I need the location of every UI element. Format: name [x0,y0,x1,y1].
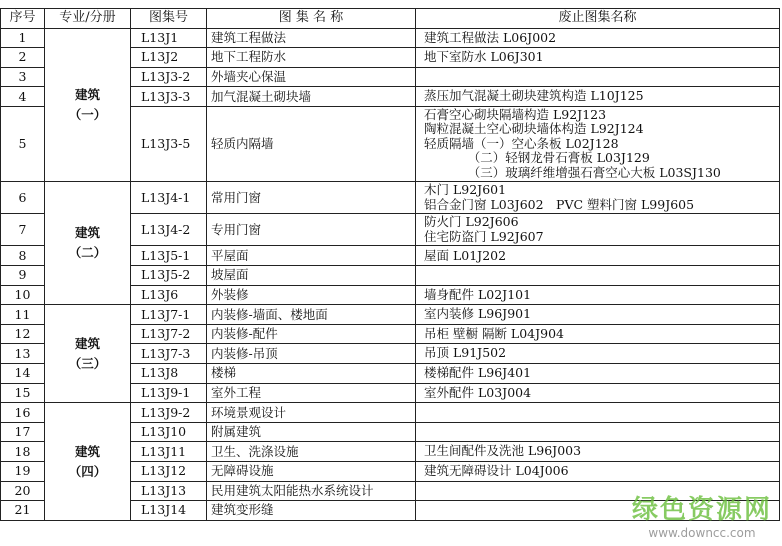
row-index: 3 [1,67,45,87]
obsolete-atlas [416,106,780,182]
watermark-title: 绿色资源网 [631,495,772,525]
atlas-name: 轻质内隔墙 [207,106,416,182]
atlas-name: 专用门窗 [207,214,416,246]
standards-table [0,8,780,521]
atlas-code: L13J9-1 [131,383,207,403]
atlas-code: L13J1 [131,28,207,48]
row-index: 6 [1,182,45,214]
atlas-code: L13J14 [131,501,207,521]
category-cell [45,28,131,182]
header-atlas-code: 图集号 [131,9,207,29]
obsolete-atlas-line: 吊柜 壁橱 隔断 L04J904 [424,325,564,341]
obsolete-atlas [416,87,780,107]
obsolete-atlas [416,28,780,48]
category-label-line: 建筑 [74,87,100,103]
category-cell [45,305,131,403]
obsolete-atlas-line: 防火门 L92J606 [424,214,519,230]
watermark [632,489,772,540]
obsolete-atlas [416,305,780,325]
obsolete-atlas-line: 木门 L92J601 [424,182,507,198]
row-index: 13 [1,344,45,364]
category-label-line: 建筑 [74,335,100,351]
obsolete-atlas-line: 铝合金门窗 L03J602 PVC 塑料门窗 L99J605 [424,196,695,212]
atlas-name: 平屋面 [207,246,416,266]
obsolete-atlas [416,266,780,286]
row-index: 7 [1,214,45,246]
header-obsolete-atlas: 废止图集名称 [416,9,780,29]
obsolete-atlas [416,246,780,266]
header-category: 专业/分册 [45,9,131,29]
atlas-code: L13J3-5 [131,106,207,182]
table-body [1,28,780,520]
atlas-name: 外墙夹心保温 [207,67,416,87]
row-index: 12 [1,324,45,344]
atlas-name: 建筑变形缝 [207,501,416,521]
atlas-name: 内装修-配件 [207,324,416,344]
obsolete-atlas [416,403,780,423]
obsolete-atlas-line: 建筑无障碍设计 L04J006 [424,463,569,479]
obsolete-atlas [416,182,780,214]
atlas-name: 内装修-墙面、楼地面 [207,305,416,325]
row-index: 21 [1,501,45,521]
obsolete-atlas-line: （二）轻钢龙骨石膏板 L03J129 [424,150,650,166]
obsolete-atlas-line: 墙身配件 L02J101 [424,286,532,302]
obsolete-atlas-line: 吊顶 L91J502 [424,345,507,361]
atlas-code: L13J5-1 [131,246,207,266]
obsolete-atlas-line: 轻质隔墙（一）空心条板 L02J128 [424,135,619,151]
obsolete-atlas-line: 陶粒混凝土空心砌块墙体构造 L92J124 [424,121,644,137]
row-index: 17 [1,422,45,442]
atlas-code: L13J2 [131,48,207,68]
atlas-code: L13J9-2 [131,403,207,423]
atlas-name: 地下工程防水 [207,48,416,68]
obsolete-atlas-line: 蒸压加气混凝土砌块建筑构造 L10J125 [424,88,644,104]
row-index: 11 [1,305,45,325]
obsolete-atlas-line: 建筑工程做法 L06J002 [424,29,557,45]
atlas-name: 加气混凝土砌块墙 [207,87,416,107]
obsolete-atlas [416,462,780,482]
row-index: 5 [1,106,45,182]
row-index: 8 [1,246,45,266]
row-index: 10 [1,285,45,305]
obsolete-atlas [416,324,780,344]
table-row [1,403,780,423]
obsolete-atlas-line: 楼梯配件 L96J401 [424,365,532,381]
obsolete-atlas [416,383,780,403]
obsolete-atlas [416,214,780,246]
header-index: 序号 [1,9,45,29]
atlas-name: 卫生、洗涤设施 [207,442,416,462]
atlas-code: L13J8 [131,364,207,384]
row-index: 9 [1,266,45,286]
row-index: 1 [1,28,45,48]
atlas-code: L13J11 [131,442,207,462]
row-index: 16 [1,403,45,423]
atlas-code: L13J3-2 [131,67,207,87]
row-index: 15 [1,383,45,403]
category-label-line: 建筑 [74,225,100,241]
obsolete-atlas [416,285,780,305]
obsolete-atlas [416,364,780,384]
obsolete-atlas-line: 室外配件 L03J004 [424,384,532,400]
table-row [1,182,780,214]
atlas-code: L13J3-3 [131,87,207,107]
row-index: 19 [1,462,45,482]
atlas-name: 内装修-吊顶 [207,344,416,364]
obsolete-atlas-line: 室内装修 L96J901 [424,306,532,322]
table-row [1,305,780,325]
atlas-name: 附属建筑 [207,422,416,442]
obsolete-atlas-line: （三）玻璃纤维增强石膏空心大板 L03SJ130 [424,164,721,180]
atlas-code: L13J7-2 [131,324,207,344]
atlas-name: 建筑工程做法 [207,28,416,48]
category-label-line: （一） [68,107,107,123]
obsolete-atlas-line: 卫生间配件及洗池 L96J003 [424,443,582,459]
category-label-line: （三） [68,355,107,371]
atlas-name: 环境景观设计 [207,403,416,423]
category-cell [45,182,131,305]
atlas-name: 坡屋面 [207,266,416,286]
obsolete-atlas-line: 石膏空心砌块隔墙构造 L92J123 [424,106,607,122]
atlas-name: 民用建筑太阳能热水系统设计 [207,481,416,501]
obsolete-atlas [416,48,780,68]
atlas-code: L13J4-1 [131,182,207,214]
obsolete-atlas-line: 地下室防水 L06J301 [424,49,544,65]
atlas-code: L13J12 [131,462,207,482]
row-index: 18 [1,442,45,462]
obsolete-atlas-line: 住宅防盗门 L92J607 [424,228,544,244]
category-label-line: （二） [68,245,107,261]
obsolete-atlas-line: 屋面 L01J202 [424,247,507,263]
atlas-name: 外装修 [207,285,416,305]
atlas-code: L13J6 [131,285,207,305]
row-index: 14 [1,364,45,384]
atlas-code: L13J7-1 [131,305,207,325]
obsolete-atlas [416,344,780,364]
obsolete-atlas [416,67,780,87]
atlas-code: L13J10 [131,422,207,442]
table-row [1,28,780,48]
table-header [1,9,780,29]
header-row [1,9,780,29]
atlas-code: L13J4-2 [131,214,207,246]
atlas-code: L13J13 [131,481,207,501]
row-index: 4 [1,87,45,107]
atlas-code: L13J7-3 [131,344,207,364]
atlas-name: 无障碍设施 [207,462,416,482]
category-label-line: （四） [68,463,107,479]
atlas-code: L13J5-2 [131,266,207,286]
category-cell [45,403,131,521]
row-index: 2 [1,48,45,68]
atlas-name: 常用门窗 [207,182,416,214]
atlas-name: 室外工程 [207,383,416,403]
row-index: 20 [1,481,45,501]
header-atlas-name: 图 集 名 称 [207,9,416,29]
category-label-line: 建筑 [74,443,100,459]
watermark-url: www.downcc.com [648,526,756,540]
obsolete-atlas [416,422,780,442]
obsolete-atlas [416,442,780,462]
atlas-name: 楼梯 [207,364,416,384]
